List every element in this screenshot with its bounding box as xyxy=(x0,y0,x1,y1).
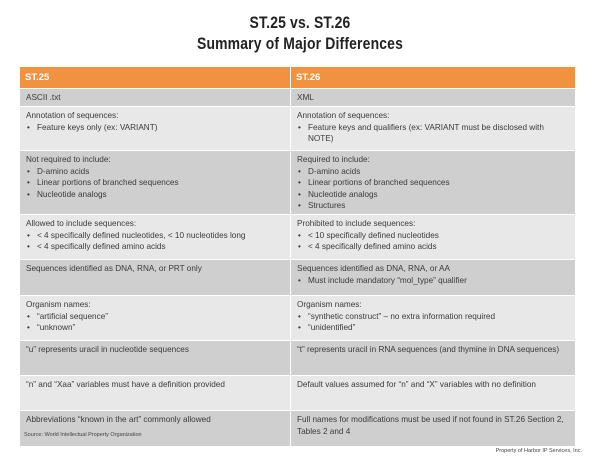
property-caption: Property of Harbor IP Services, Inc. xyxy=(495,448,582,454)
bullet-item: • < 4 specifically defined nucleotides, < 10 nucleotides long xyxy=(26,230,285,242)
table-row xyxy=(20,214,576,259)
column-header-st26: ST.26 xyxy=(291,67,576,89)
bullet-item: • Feature keys and qualifiers (ex: VARIANT must be disclosed with NOTE) xyxy=(297,122,570,145)
cell-title: Default values assumed for “n” and “X” variables with no definition xyxy=(297,379,536,389)
bullet-item: • “unidentified” xyxy=(297,322,570,334)
bullet-list xyxy=(297,230,570,253)
bullet-item: • D-amino acids xyxy=(297,166,570,178)
table-body xyxy=(20,89,576,447)
cell-title: Abbreviations “known in the art” commonly allowed xyxy=(26,414,211,424)
bullet-item: • Linear portions of branched sequences xyxy=(297,177,570,189)
table-row xyxy=(20,259,576,295)
cell-title: Annotation of sequences: xyxy=(26,111,119,120)
cell-title: Full names for modifications must be used if not found in ST.26 Section 2, Tables 2 and 4 xyxy=(297,414,564,436)
cell-st25 xyxy=(20,259,291,295)
cell-st26 xyxy=(291,295,576,340)
cell-title: Sequences identified as DNA, RNA, or AA xyxy=(297,263,450,273)
bullet-item: • < 4 specifically defined amino acids xyxy=(26,241,285,253)
cell-st26 xyxy=(291,410,576,446)
cell-st25 xyxy=(20,410,291,446)
bullet-list xyxy=(297,166,570,212)
bullet-list xyxy=(26,311,285,334)
bullet-item: • Linear portions of branched sequences xyxy=(26,177,285,189)
table-row xyxy=(20,89,576,107)
cell-st26 xyxy=(291,259,576,295)
bullet-item: • “artificial sequence” xyxy=(26,311,285,323)
table-row xyxy=(20,295,576,340)
cell-st25 xyxy=(20,151,291,215)
cell-title: Sequences identified as DNA, RNA, or PRT only xyxy=(26,263,202,273)
bullet-item: • < 4 specifically defined amino acids xyxy=(297,241,570,253)
cell-title: Required to include: xyxy=(297,155,370,164)
cell-st26 xyxy=(291,107,576,151)
cell-st26 xyxy=(291,89,576,107)
cell-st26 xyxy=(291,375,576,410)
cell-st25 xyxy=(20,107,291,151)
table-row xyxy=(20,410,576,446)
cell-st25 xyxy=(20,214,291,259)
comparison-table xyxy=(19,66,576,447)
bullet-list xyxy=(26,230,285,253)
bullet-item: • “unknown” xyxy=(26,322,285,334)
table-row xyxy=(20,340,576,375)
cell-title: Organism names: xyxy=(26,299,91,309)
table-row xyxy=(20,151,576,215)
cell-st26 xyxy=(291,340,576,375)
cell-st26 xyxy=(291,214,576,259)
bullet-item: • Feature keys only (ex: VARIANT) xyxy=(26,122,285,134)
cell-title: Allowed to include sequences: xyxy=(26,218,137,228)
bullet-item: • D-amino acids xyxy=(26,166,285,178)
bullet-item: • Nucleotide analogs xyxy=(26,189,285,201)
table-row xyxy=(20,375,576,410)
bullet-item: • < 10 specifically defined nucleotides xyxy=(297,230,570,242)
bullet-list xyxy=(297,122,570,145)
table-row xyxy=(20,107,576,151)
cell-title: “n” and “Xaa” variables must have a definition provided xyxy=(26,379,225,389)
bullet-list xyxy=(297,275,570,287)
slide-title xyxy=(0,12,600,54)
title-line-1: ST.25 vs. ST.26 xyxy=(249,13,351,32)
cell-title: ASCII .txt xyxy=(26,93,61,102)
bullet-list xyxy=(26,122,285,134)
cell-st25 xyxy=(20,295,291,340)
bullet-item: • Structures xyxy=(297,200,570,212)
cell-title: XML xyxy=(297,93,314,102)
source-caption: Source: World Intellectual Property Organization xyxy=(24,432,142,438)
column-header-st25: ST.25 xyxy=(20,67,291,89)
bullet-item: • “synthetic construct” – no extra information required xyxy=(297,311,570,323)
table-header-row xyxy=(20,67,576,89)
bullet-item: • Nucleotide analogs xyxy=(297,189,570,201)
bullet-item: • Must include mandatory “mol_type” qualifier xyxy=(297,275,570,287)
cell-st25 xyxy=(20,89,291,107)
bullet-list xyxy=(26,166,285,201)
cell-st25 xyxy=(20,340,291,375)
cell-title: Organism names: xyxy=(297,299,362,309)
cell-title: “u” represents uracil in nucleotide sequences xyxy=(26,344,189,354)
cell-title: Prohibited to include sequences: xyxy=(297,218,416,228)
cell-title: Not required to include: xyxy=(26,155,111,164)
cell-title: “t” represents uracil in RNA sequences (and thymine in DNA sequences) xyxy=(297,344,560,354)
title-line-2: Summary of Major Differences xyxy=(196,34,403,53)
cell-st26 xyxy=(291,151,576,215)
cell-title: Annotation of sequences: xyxy=(297,111,390,120)
bullet-list xyxy=(297,311,570,334)
cell-st25 xyxy=(20,375,291,410)
